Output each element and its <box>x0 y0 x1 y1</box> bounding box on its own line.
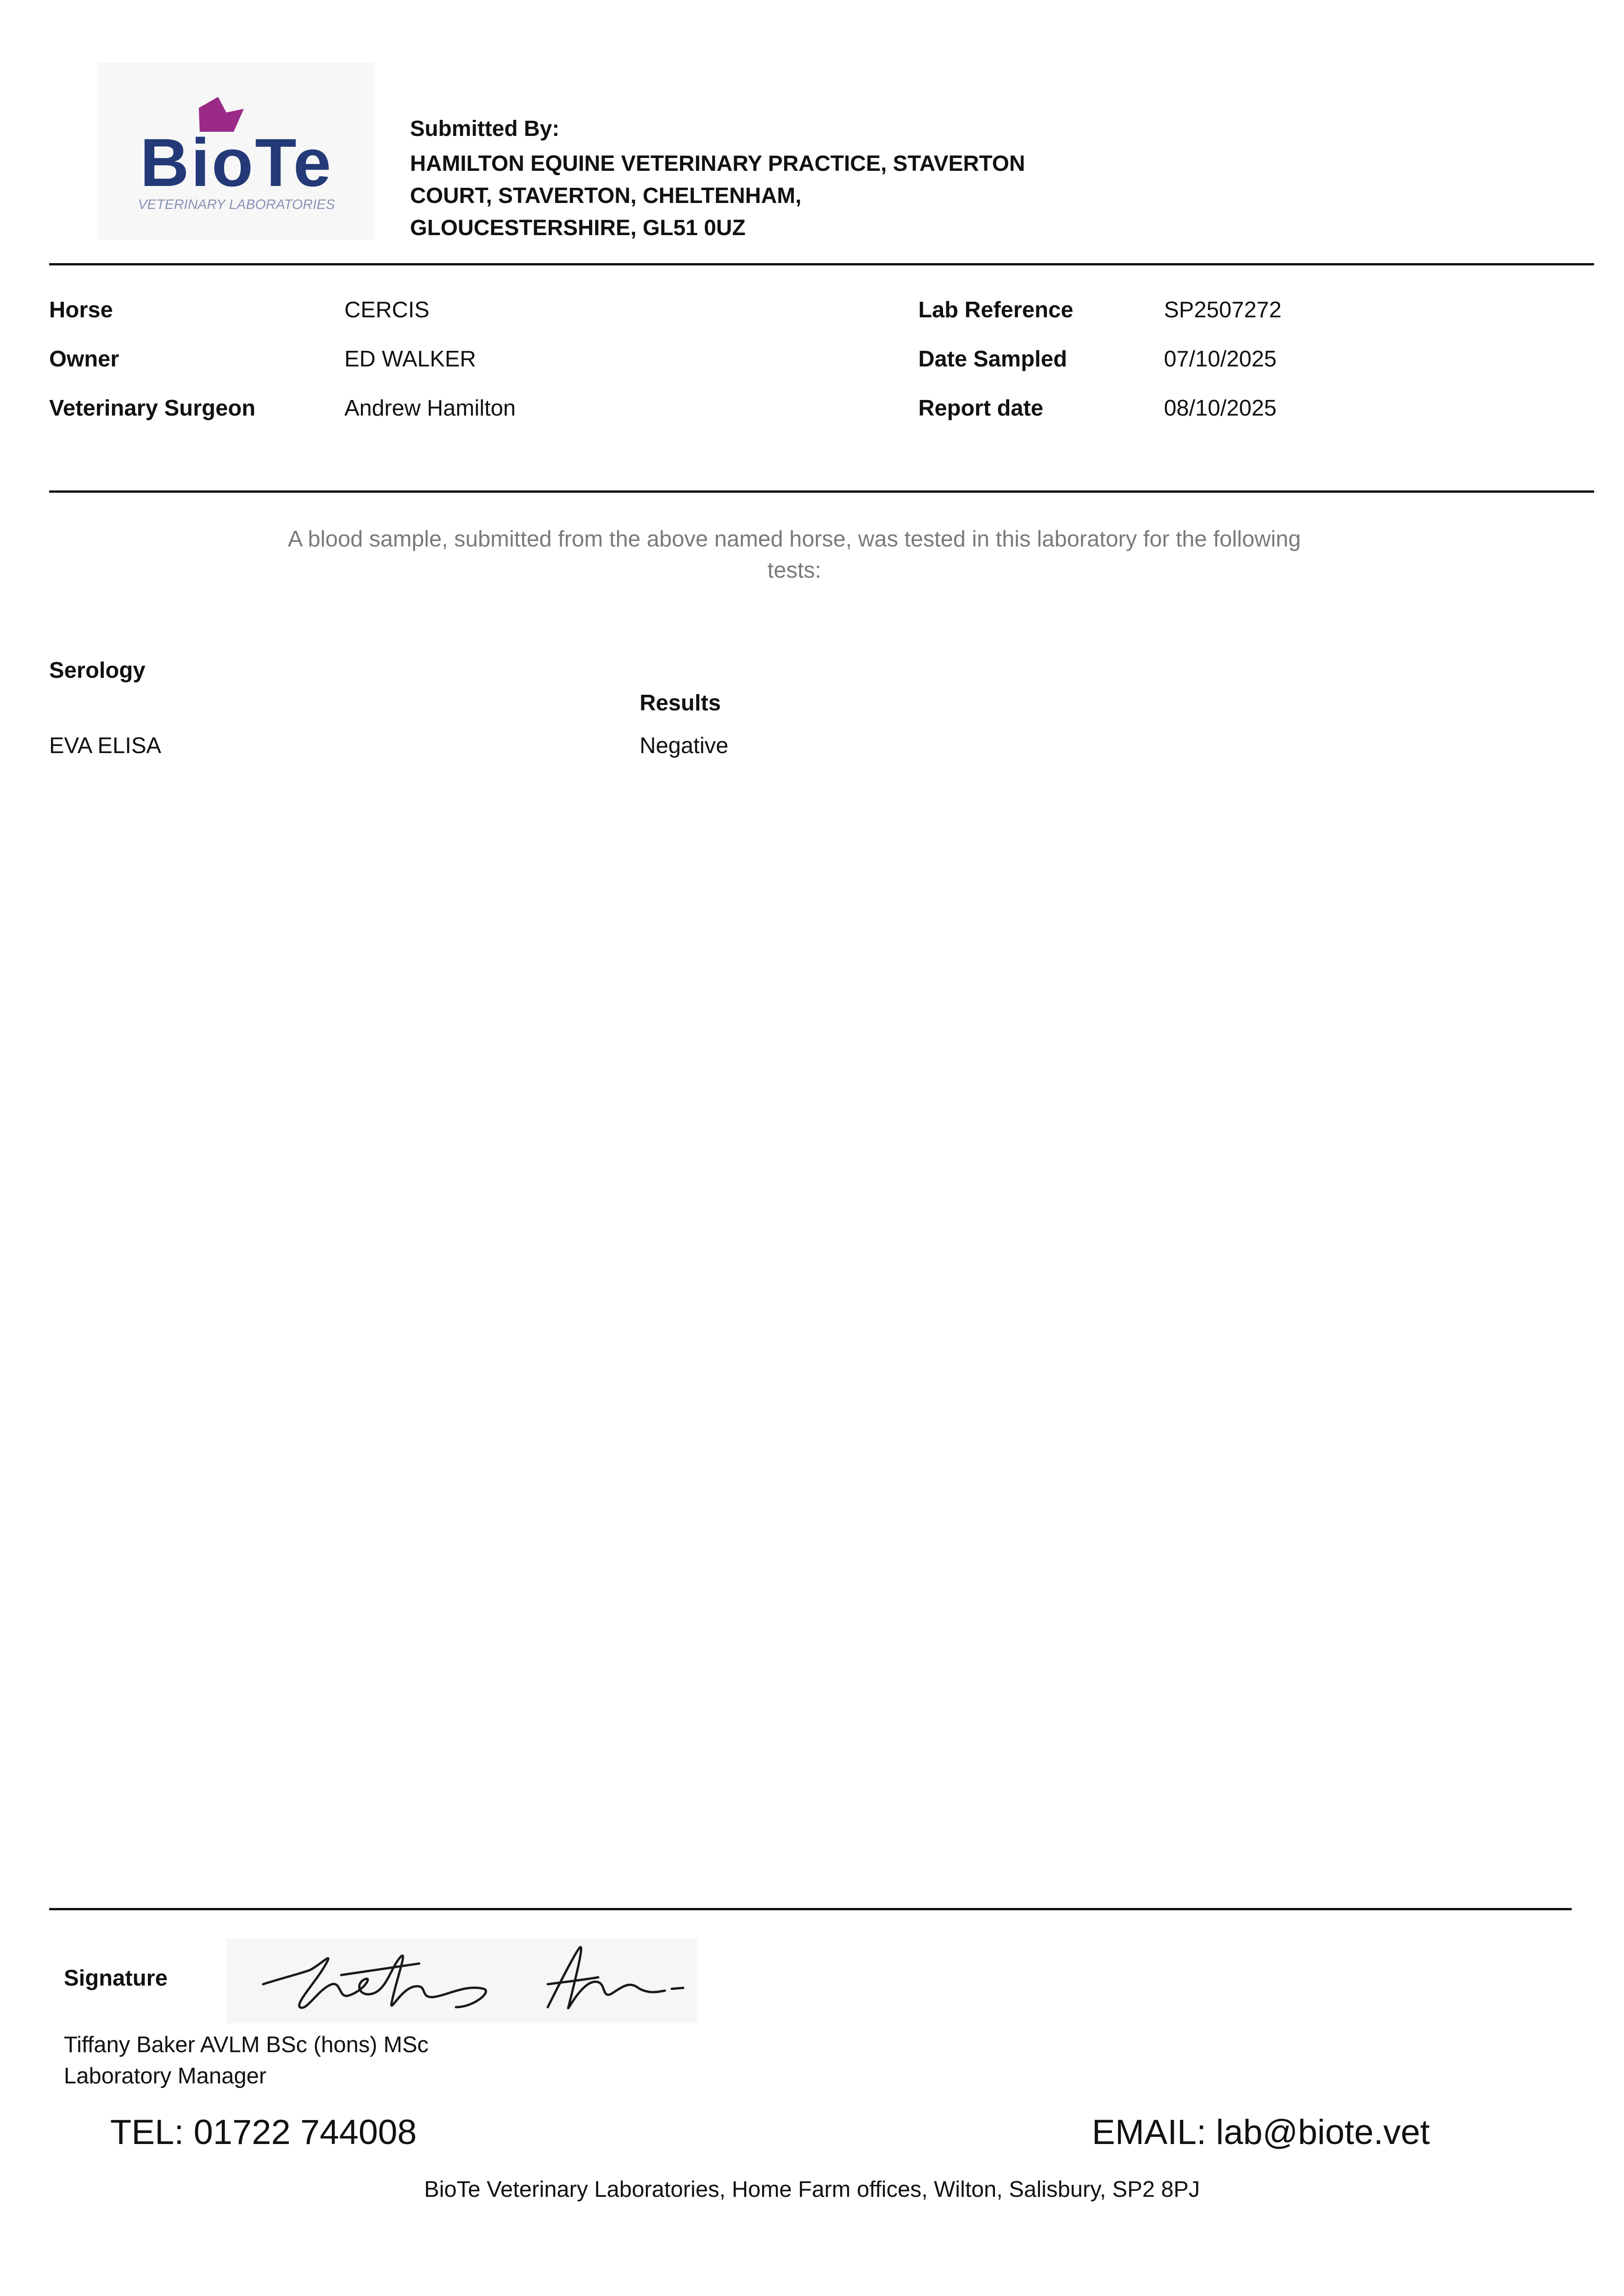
footer-address: BioTe Veterinary Laboratories, Home Farm offices, Wilton, Salisbury, SP2 8PJ <box>424 2177 1200 2202</box>
company-logo <box>98 63 375 240</box>
signature-image <box>226 1938 697 2023</box>
submitted-by-address <box>410 148 1191 244</box>
serology-section-title: Serology <box>49 658 146 683</box>
report-date-value: 08/10/2025 <box>1164 396 1277 421</box>
owner-value: ED WALKER <box>344 347 476 371</box>
date-sampled-label: Date Sampled <box>918 347 1068 371</box>
signature-label: Signature <box>64 1966 168 1991</box>
address-line: COURT, STAVERTON, CHELTENHAM, <box>410 184 802 208</box>
logo-brand-text: BioTe <box>140 125 333 201</box>
submitted-by-label: Submitted By: <box>410 117 560 141</box>
telephone: TEL: 01722 744008 <box>110 2113 417 2152</box>
report-date-label: Report date <box>918 396 1044 421</box>
lab-reference-value: SP2507272 <box>1164 298 1282 322</box>
signature-divider <box>49 1908 1572 1910</box>
address-line: GLOUCESTERSHIRE, GL51 0UZ <box>410 216 746 240</box>
results-header: Results <box>640 691 721 715</box>
signatory-name: Tiffany Baker AVLM BSc (hons) MSc <box>64 2032 429 2057</box>
horse-value: CERCIS <box>344 298 430 322</box>
email-address[interactable]: EMAIL: lab@biote.vet <box>1092 2113 1430 2152</box>
logo-subtitle: VETERINARY LABORATORIES <box>138 197 335 212</box>
address-line: HAMILTON EQUINE VETERINARY PRACTICE, STAVERTON <box>410 152 1025 176</box>
test-name: EVA ELISA <box>49 733 162 758</box>
vet-surgeon-label: Veterinary Surgeon <box>49 396 256 421</box>
signatory-title: Laboratory Manager <box>64 2064 267 2088</box>
intro-text: A blood sample, submitted from the above named horse, was tested in this laboratory for the following tests: <box>287 527 1301 583</box>
vet-surgeon-value: Andrew Hamilton <box>344 396 516 421</box>
test-result: Negative <box>640 733 729 758</box>
details-divider <box>49 490 1594 493</box>
horse-label: Horse <box>49 298 113 322</box>
owner-label: Owner <box>49 347 119 371</box>
header-divider <box>49 263 1594 265</box>
lab-reference-label: Lab Reference <box>918 298 1073 322</box>
date-sampled-value: 07/10/2025 <box>1164 347 1277 371</box>
